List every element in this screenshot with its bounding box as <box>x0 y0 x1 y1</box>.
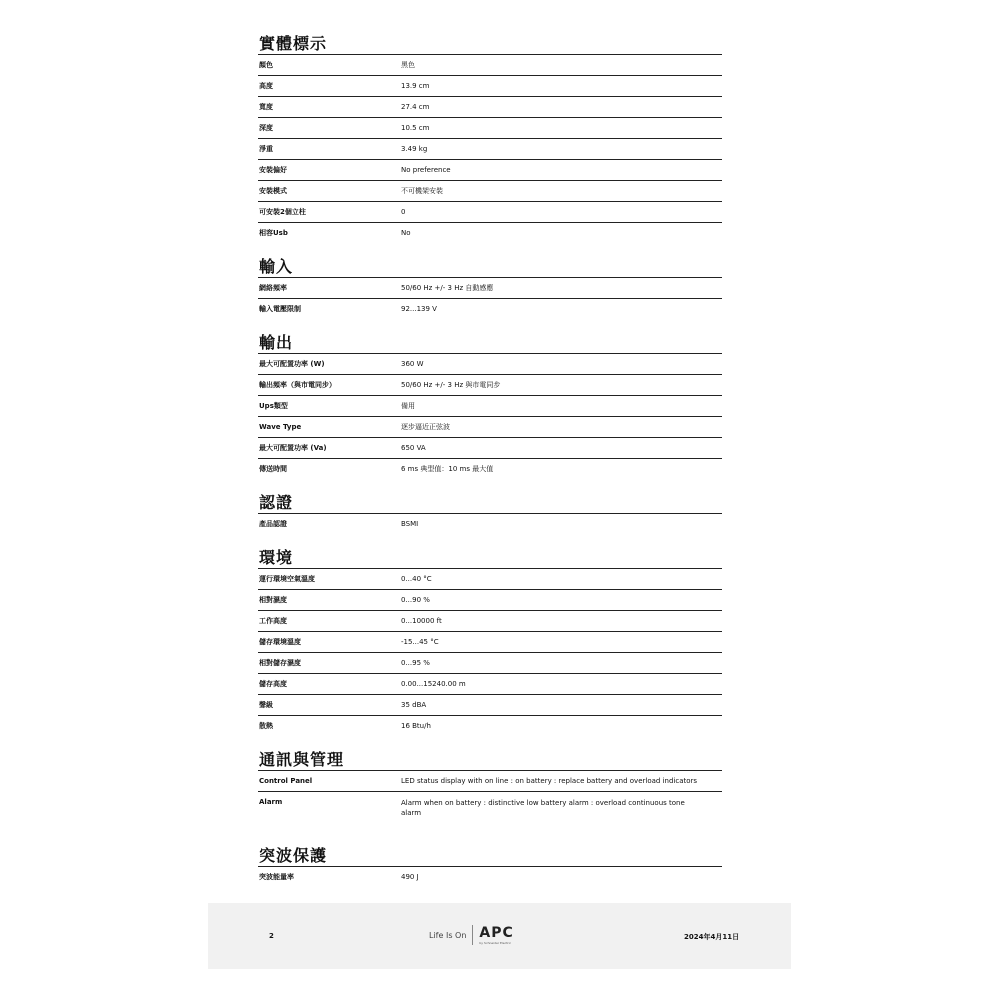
spec-value: 0.00...15240.00 m <box>401 680 466 688</box>
spec-row <box>258 611 722 632</box>
section-title: 認證 <box>259 493 294 512</box>
spec-label: 最大可配置功率 (W) <box>259 360 325 368</box>
spec-label: 輸入電壓限制 <box>259 305 301 313</box>
spec-value: 27.4 cm <box>401 103 430 111</box>
spec-table <box>258 513 722 534</box>
spec-label: 儲存環境溫度 <box>259 638 301 646</box>
spec-row <box>258 514 722 534</box>
spec-row <box>258 223 722 243</box>
spec-value: No preference <box>401 166 451 174</box>
spec-row <box>258 792 722 832</box>
section-spacer <box>258 243 722 257</box>
spec-row <box>258 181 722 202</box>
spec-row <box>258 202 722 223</box>
brand-logo <box>429 925 514 945</box>
spec-value: 黑色 <box>401 61 415 69</box>
spec-value: LED status display with on line : on battery : replace battery and overload indicators <box>401 777 698 785</box>
spec-row <box>258 632 722 653</box>
spec-table <box>258 866 722 887</box>
spec-label: Wave Type <box>259 423 302 431</box>
spec-value: 0 <box>401 208 406 216</box>
spec-row <box>258 55 722 76</box>
spec-value: 0...40 °C <box>401 575 432 583</box>
spec-value: 3.49 kg <box>401 145 428 153</box>
spec-label: 深度 <box>259 124 273 132</box>
spec-value: 50/60 Hz +/- 3 Hz 自動感應 <box>401 284 494 292</box>
spec-table <box>258 277 722 319</box>
section-title: 突波保護 <box>259 846 328 865</box>
spec-row <box>258 716 722 736</box>
spec-row <box>258 674 722 695</box>
section-title: 環境 <box>259 548 294 567</box>
spec-value: 0...90 % <box>401 596 430 604</box>
life-is-on-tagline: Life Is On <box>429 930 467 940</box>
document-date: 2024年4月11日 <box>684 933 740 941</box>
spec-label: Ups類型 <box>259 402 288 410</box>
spec-value: BSMI <box>401 520 419 528</box>
spec-row <box>258 76 722 97</box>
spec-value: 逐步逼近正弦波 <box>401 423 450 431</box>
page-footer <box>208 903 791 969</box>
spec-row <box>258 590 722 611</box>
section-title: 通訊與管理 <box>259 750 345 769</box>
spec-label: 高度 <box>259 82 273 90</box>
apc-byline: by Schneider Electric <box>479 940 512 945</box>
spec-label: 運行環境空氣溫度 <box>259 575 315 583</box>
spec-value: 650 VA <box>401 444 426 452</box>
spec-value: 490 J <box>401 873 419 881</box>
spec-row <box>258 653 722 674</box>
spec-label: Alarm <box>259 798 283 806</box>
section-title: 輸入 <box>259 257 294 276</box>
spec-label: 可安裝2個立柱 <box>259 208 306 216</box>
spec-label: 安裝模式 <box>259 187 287 195</box>
spec-row <box>258 695 722 716</box>
apc-wordmark: APC <box>479 924 514 941</box>
apc-logo <box>479 926 513 945</box>
spec-table <box>258 54 722 243</box>
spec-value: 不可機架安裝 <box>401 187 443 195</box>
spec-label: 輸出頻率（與市電同步） <box>259 381 336 389</box>
spec-value: 備用 <box>401 402 415 410</box>
spec-row <box>258 278 722 299</box>
spec-table <box>258 770 722 832</box>
spec-row <box>258 438 722 459</box>
spec-value: 50/60 Hz +/- 3 Hz 與市電同步 <box>401 381 501 389</box>
spec-label: 相對儲存濕度 <box>259 659 301 667</box>
spec-row <box>258 299 722 319</box>
spec-label: 工作高度 <box>259 617 287 625</box>
spec-label: 傳送時間 <box>259 465 287 473</box>
spec-row <box>258 354 722 375</box>
spec-label: 網絡頻率 <box>259 284 287 292</box>
spec-value: No <box>401 229 411 237</box>
spec-row <box>258 118 722 139</box>
spec-value: Alarm when on battery : distinctive low battery alarm : overload continuous tone alarm <box>401 799 685 817</box>
spec-row <box>258 771 722 792</box>
spec-value: 35 dBA <box>401 701 427 709</box>
spec-value: 0...10000 ft <box>401 617 442 625</box>
section-spacer <box>258 479 722 493</box>
spec-label: 儲存高度 <box>259 680 287 688</box>
section-spacer <box>258 832 722 846</box>
spec-label: 顏色 <box>259 61 273 69</box>
section-spacer <box>258 319 722 333</box>
section-title: 輸出 <box>259 333 294 352</box>
spec-label: 聲級 <box>259 701 273 709</box>
spec-row <box>258 459 722 479</box>
logo-divider <box>472 925 473 945</box>
spec-value: 360 W <box>401 360 424 368</box>
spec-label: 寬度 <box>259 103 273 111</box>
spec-value: 0...95 % <box>401 659 430 667</box>
spec-row <box>258 396 722 417</box>
spec-table <box>258 568 722 736</box>
spec-value: -15...45 °C <box>401 638 439 646</box>
spec-value: 13.9 cm <box>401 82 430 90</box>
section-spacer <box>258 736 722 750</box>
spec-table <box>258 353 722 479</box>
spec-label: 相容Usb <box>259 229 288 237</box>
spec-row <box>258 97 722 118</box>
page-number: 2 <box>269 932 274 940</box>
spec-row <box>258 139 722 160</box>
spec-row <box>258 375 722 396</box>
spec-label: 最大可配置功率 (Va) <box>259 444 327 452</box>
spec-label: 散熱 <box>259 722 273 730</box>
spec-row <box>258 417 722 438</box>
spec-label: 突波能量率 <box>259 873 294 881</box>
spec-value: 92...139 V <box>401 305 437 313</box>
spec-label: 安裝偏好 <box>259 166 287 174</box>
spec-value: 16 Btu/h <box>401 722 431 730</box>
spec-row <box>258 160 722 181</box>
spec-document <box>258 34 722 887</box>
spec-row <box>258 569 722 590</box>
section-spacer <box>258 534 722 548</box>
spec-value: 10.5 cm <box>401 124 430 132</box>
spec-label: 淨重 <box>259 145 273 153</box>
spec-label: Control Panel <box>259 777 313 785</box>
spec-label: 相對濕度 <box>259 596 287 604</box>
spec-value: 6 ms 典型值：10 ms 最大值 <box>401 465 494 473</box>
spec-row <box>258 867 722 887</box>
section-title: 實體標示 <box>259 34 328 53</box>
spec-label: 產品認證 <box>259 520 287 528</box>
